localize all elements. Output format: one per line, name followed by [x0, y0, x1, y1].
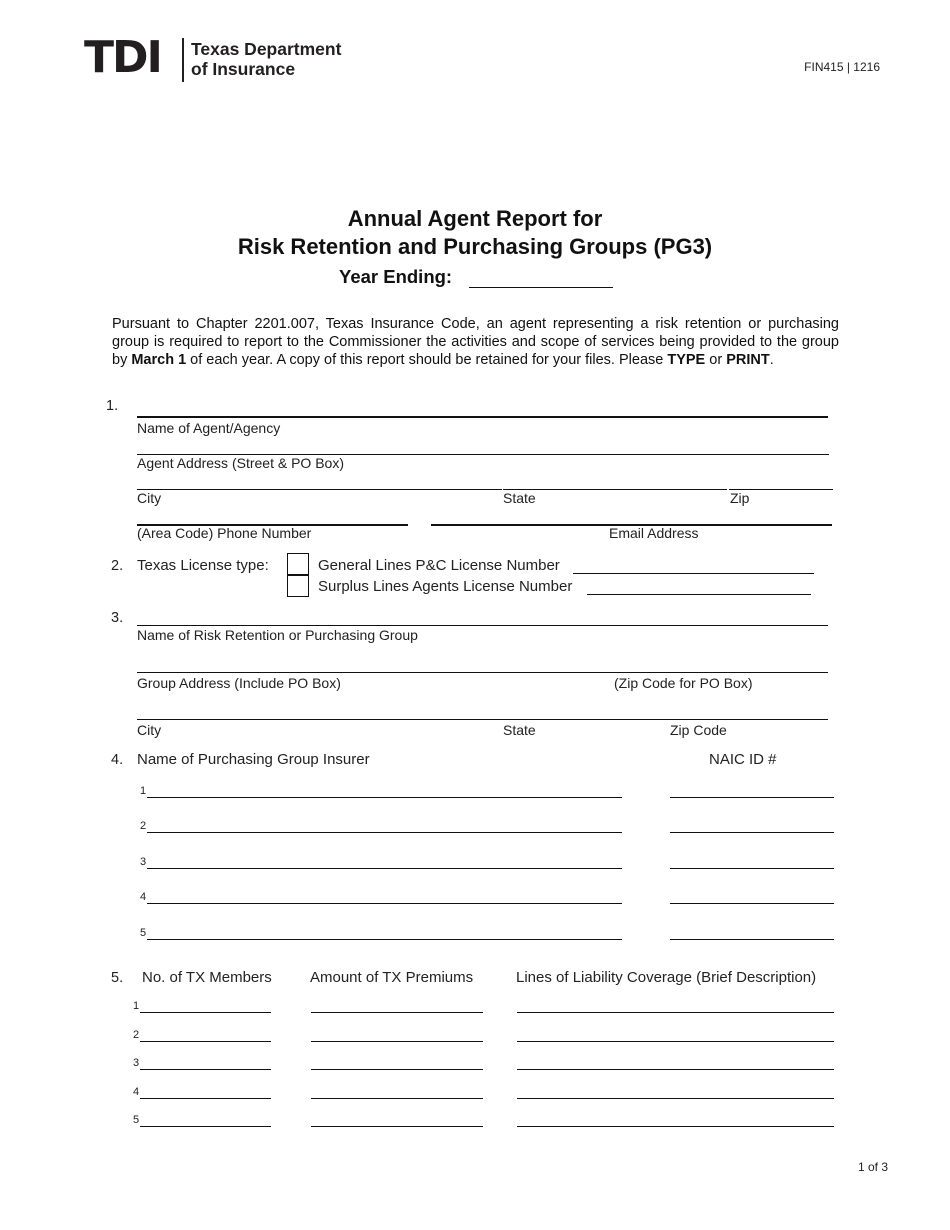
agent-state-field[interactable]	[503, 489, 727, 490]
section5-row-number: 4	[133, 1086, 140, 1098]
insurer-name-field[interactable]	[147, 868, 622, 869]
insurer-name-field[interactable]	[147, 832, 622, 833]
surplus-lines-license-field[interactable]	[587, 594, 811, 595]
section-4-number: 4.	[111, 752, 124, 768]
tx-members-field[interactable]	[140, 1012, 271, 1013]
group-address-label: Group Address (Include PO Box)	[137, 675, 341, 691]
insurer-row-number: 1	[140, 785, 147, 797]
section5-row-number: 1	[133, 1000, 140, 1012]
section5-row-number: 5	[133, 1114, 140, 1126]
tdi-logo: TDI	[84, 32, 161, 83]
title-line1: Annual Agent Report for	[347, 206, 603, 231]
tx-members-field[interactable]	[140, 1098, 271, 1099]
intro-paragraph: Pursuant to Chapter 2201.007, Texas Insurance Code, an agent representing a risk retention or purchasing group is required to report to the Commissioner the activities and scope of services being provided to the group by March 1 of each year. A copy of this report should be retained for your files. Please TYPE or PRINT.	[112, 316, 839, 368]
year-ending-field[interactable]	[469, 266, 613, 288]
group-name-field[interactable]	[137, 625, 828, 626]
agent-name-field[interactable]	[137, 416, 828, 418]
naic-id-field[interactable]	[670, 832, 834, 833]
section-5-number: 5.	[111, 970, 124, 986]
agent-email-label: Email Address	[609, 525, 699, 541]
section-1-number: 1.	[106, 398, 119, 414]
agent-phone-label: (Area Code) Phone Number	[137, 525, 312, 541]
general-lines-checkbox[interactable]	[287, 553, 309, 575]
agent-address-label: Agent Address (Street & PO Box)	[137, 455, 344, 471]
tx-premiums-field[interactable]	[311, 1041, 483, 1042]
agency-name	[191, 39, 341, 79]
tx-members-field[interactable]	[140, 1126, 271, 1127]
tx-members-header: No. of TX Members	[142, 969, 272, 986]
section-3-number: 3.	[111, 610, 124, 626]
liability-coverage-field[interactable]	[517, 1012, 834, 1013]
insurer-row-number: 2	[140, 820, 147, 832]
agent-name-label: Name of Agent/Agency	[137, 420, 281, 436]
group-city-label: City	[137, 722, 162, 738]
year-ending-label: Year Ending:	[339, 266, 453, 287]
naic-id-field[interactable]	[670, 868, 834, 869]
insurer-name-field[interactable]	[147, 903, 622, 904]
liability-coverage-field[interactable]	[517, 1126, 834, 1127]
naic-id-field[interactable]	[670, 903, 834, 904]
liability-coverage-field[interactable]	[517, 1098, 834, 1099]
surplus-lines-checkbox[interactable]	[287, 575, 309, 597]
agency-name-line2: of Insurance	[191, 59, 296, 79]
insurer-name-field[interactable]	[147, 797, 622, 798]
liability-coverage-field[interactable]	[517, 1069, 834, 1070]
tx-premiums-header: Amount of TX Premiums	[310, 969, 474, 986]
group-zip-po-label: (Zip Code for PO Box)	[614, 675, 753, 691]
tx-premiums-field[interactable]	[311, 1126, 483, 1127]
insurer-row-number: 4	[140, 891, 147, 903]
agent-state-label: State	[503, 490, 536, 506]
insurer-name-header: Name of Purchasing Group Insurer	[137, 751, 370, 768]
naic-id-field[interactable]	[670, 939, 834, 940]
tx-premiums-field[interactable]	[311, 1069, 483, 1070]
agent-zip-label: Zip	[730, 490, 750, 506]
license-type-label: Texas License type:	[137, 557, 269, 574]
insurer-row-number: 5	[140, 927, 147, 939]
section-2-number: 2.	[111, 558, 124, 574]
group-address-field[interactable]	[137, 672, 828, 673]
insurer-row-number: 3	[140, 856, 147, 868]
title-line2: Risk Retention and Purchasing Groups (PG3)	[237, 234, 713, 259]
naic-id-field[interactable]	[670, 797, 834, 798]
group-state-label: State	[503, 722, 536, 738]
page-number: 1 of 3	[857, 1160, 888, 1174]
group-city-state-zip-field[interactable]	[137, 719, 828, 720]
liability-coverage-field[interactable]	[517, 1041, 834, 1042]
agent-city-label: City	[137, 490, 162, 506]
agent-city-field[interactable]	[137, 489, 502, 490]
naic-id-header: NAIC ID #	[709, 751, 777, 768]
form-id: FIN415 | 1216	[804, 60, 880, 74]
tx-premiums-field[interactable]	[311, 1012, 483, 1013]
general-lines-label: General Lines P&C License Number	[318, 557, 560, 574]
surplus-lines-label: Surplus Lines Agents License Number	[318, 578, 573, 595]
section5-row-number: 2	[133, 1029, 140, 1041]
agency-name-line1: Texas Department	[191, 39, 342, 59]
deadline-date: March 1	[131, 352, 187, 368]
group-zip-label: Zip Code	[670, 722, 727, 738]
liability-coverage-header: Lines of Liability Coverage (Brief Description)	[516, 969, 817, 986]
logo-divider	[182, 38, 184, 82]
tx-premiums-field[interactable]	[311, 1098, 483, 1099]
tx-members-field[interactable]	[140, 1069, 271, 1070]
insurer-name-field[interactable]	[147, 939, 622, 940]
general-lines-license-field[interactable]	[573, 573, 814, 574]
section5-row-number: 3	[133, 1057, 140, 1069]
group-name-label: Name of Risk Retention or Purchasing Group	[137, 627, 418, 643]
tx-members-field[interactable]	[140, 1041, 271, 1042]
